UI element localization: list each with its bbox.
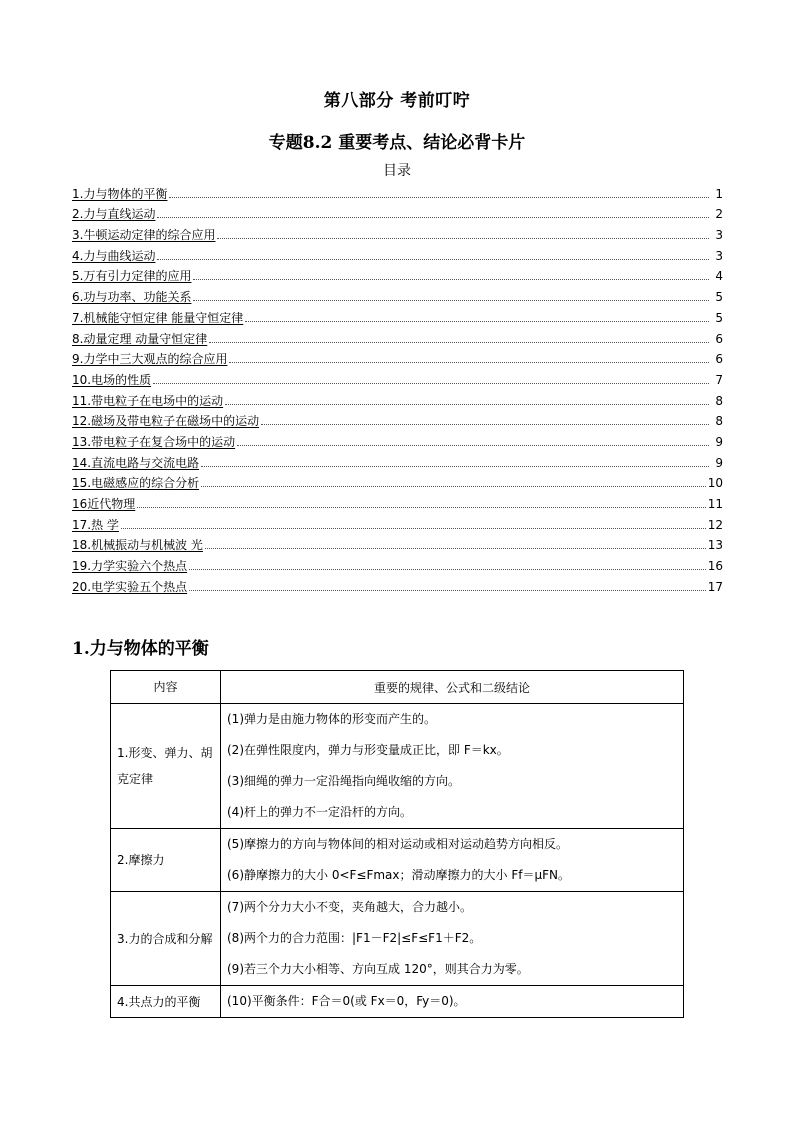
topic-title: 专题8.2 重要考点、结论必背卡片 bbox=[268, 133, 526, 153]
toc-leader-dots bbox=[169, 196, 709, 198]
toc-entry-page: 10 bbox=[707, 476, 723, 491]
toc-leader-dots bbox=[205, 547, 706, 549]
toc-entry-page: 8 bbox=[715, 393, 723, 408]
rule-item: (9)若三个力大小相等、方向互成 120°，则其合力为零。 bbox=[227, 962, 529, 976]
toc-entry[interactable] bbox=[72, 242, 723, 263]
toc-entry[interactable] bbox=[72, 490, 723, 511]
toc-entry-page: 9 bbox=[715, 434, 723, 449]
toc-leader-dots bbox=[189, 589, 706, 591]
toc-entry[interactable] bbox=[72, 573, 723, 594]
table-header-rules: 重要的规律、公式和二级结论 bbox=[221, 671, 684, 704]
toc-entry[interactable] bbox=[72, 470, 723, 491]
toc-entry-label[interactable]: 17.热 学 bbox=[72, 517, 119, 532]
toc-leader-dots bbox=[153, 382, 709, 384]
toc-entry[interactable] bbox=[72, 283, 723, 304]
toc-leader-dots bbox=[229, 361, 709, 363]
toc-entry[interactable] bbox=[72, 408, 723, 429]
toc-entry[interactable] bbox=[72, 366, 723, 387]
row-topic: 4.共点力的平衡 bbox=[111, 986, 221, 1018]
toc-entry-label[interactable]: 20.电学实验五个热点 bbox=[72, 579, 188, 594]
table-of-contents bbox=[72, 180, 723, 594]
toc-entry-page: 7 bbox=[715, 372, 723, 387]
table-header-topic: 内容 bbox=[111, 671, 221, 704]
toc-entry-page: 11 bbox=[707, 497, 723, 511]
toc-leader-dots bbox=[121, 527, 706, 529]
toc-entry-page: 17 bbox=[707, 579, 723, 594]
toc-leader-dots bbox=[237, 444, 709, 446]
table-row bbox=[111, 704, 684, 829]
row-rules bbox=[221, 892, 684, 986]
toc-entry-label[interactable]: 12.磁场及带电粒子在磁场中的运动 bbox=[72, 414, 260, 429]
rule-item: (1)弹力是由施力物体的形变而产生的。 bbox=[227, 712, 436, 726]
toc-leader-dots bbox=[225, 403, 709, 405]
toc-leader-dots bbox=[209, 341, 709, 343]
toc-entry-label[interactable]: 2.力与直线运动 bbox=[72, 207, 156, 222]
toc-entry-label[interactable]: 6.功与功率、功能关系 bbox=[72, 290, 192, 305]
toc-entry-page: 12 bbox=[707, 517, 723, 532]
toc-entry-label[interactable]: 14.直流电路与交流电路 bbox=[72, 455, 200, 470]
toc-entry[interactable] bbox=[72, 221, 723, 242]
toc-entry-page: 5 bbox=[715, 310, 723, 325]
toc-entry[interactable] bbox=[72, 428, 723, 449]
toc-entry[interactable] bbox=[72, 263, 723, 284]
toc-leader-dots bbox=[245, 320, 709, 322]
toc-entry-page: 3 bbox=[715, 228, 723, 243]
row-topic: 1.形变、弹力、胡克定律 bbox=[111, 704, 221, 829]
toc-entry-page: 2 bbox=[715, 207, 723, 222]
toc-entry-page: 6 bbox=[715, 331, 723, 346]
row-rules bbox=[221, 829, 684, 892]
toc-entry-label[interactable]: 1.力与物体的平衡 bbox=[72, 186, 168, 201]
table-row bbox=[111, 892, 684, 986]
rule-item: (2)在弹性限度内，弹力与形变量成正比，即 F＝kx。 bbox=[227, 743, 509, 757]
toc-entry[interactable] bbox=[72, 346, 723, 367]
toc-entry-page: 16 bbox=[707, 559, 723, 574]
toc-leader-dots bbox=[193, 278, 709, 280]
table-row bbox=[111, 986, 684, 1018]
toc-entry[interactable] bbox=[72, 511, 723, 532]
table-row bbox=[111, 829, 684, 892]
row-rules bbox=[221, 986, 684, 1018]
toc-entry-label[interactable]: 10.电场的性质 bbox=[72, 372, 152, 387]
toc-entry-label[interactable]: 5.万有引力定律的应用 bbox=[72, 269, 192, 284]
toc-entry[interactable] bbox=[72, 304, 723, 325]
row-topic: 3.力的合成和分解 bbox=[111, 892, 221, 986]
toc-entry-page: 3 bbox=[715, 248, 723, 263]
toc-entry-page: 13 bbox=[707, 538, 723, 553]
row-rules bbox=[221, 704, 684, 829]
toc-entry[interactable] bbox=[72, 325, 723, 346]
toc-leader-dots bbox=[137, 506, 705, 508]
toc-leader-dots bbox=[201, 465, 709, 467]
toc-entry-label[interactable]: 7.机械能守恒定律 能量守恒定律 bbox=[72, 310, 244, 325]
rule-item: (8)两个力的合力范围：|F1－F2|≤F≤F1＋F2。 bbox=[227, 931, 482, 945]
toc-entry[interactable] bbox=[72, 180, 723, 201]
rule-item: (3)细绳的弹力一定沿绳指向绳收缩的方向。 bbox=[227, 774, 460, 788]
rules-table bbox=[110, 670, 684, 1018]
toc-entry-label[interactable]: 15.电磁感应的综合分析 bbox=[72, 476, 200, 491]
toc-entry-page: 9 bbox=[715, 455, 723, 470]
toc-entry-label[interactable]: 4.力与曲线运动 bbox=[72, 248, 156, 263]
toc-leader-dots bbox=[201, 485, 706, 487]
rule-item: (6)静摩擦力的大小 0<F≤Fmax；滑动摩擦力的大小 Ff＝μFN。 bbox=[227, 868, 570, 882]
toc-entry-page: 5 bbox=[715, 290, 723, 305]
toc-entry[interactable] bbox=[72, 532, 723, 553]
toc-entry-label[interactable]: 18.机械振动与机械波 光 bbox=[72, 538, 203, 553]
section-heading: 1.力与物体的平衡 bbox=[72, 639, 209, 659]
toc-leader-dots bbox=[157, 216, 709, 218]
toc-entry-label[interactable]: 9.力学中三大观点的综合应用 bbox=[72, 352, 228, 367]
toc-leader-dots bbox=[261, 423, 709, 425]
toc-entry-label[interactable]: 11.带电粒子在电场中的运动 bbox=[72, 393, 224, 408]
table-header-row bbox=[111, 671, 684, 704]
toc-entry-label[interactable]: 13.带电粒子在复合场中的运动 bbox=[72, 434, 236, 449]
toc-entry-label[interactable]: 19.力学实验六个热点 bbox=[72, 559, 188, 574]
toc-leader-dots bbox=[217, 237, 709, 239]
toc-leader-dots bbox=[157, 258, 709, 260]
rule-item: (5)摩擦力的方向与物体间的相对运动或相对运动趋势方向相反。 bbox=[227, 837, 569, 851]
part-title: 第八部分 考前叮咛 bbox=[323, 91, 471, 111]
toc-entry-page: 4 bbox=[715, 269, 723, 284]
toc-entry[interactable] bbox=[72, 552, 723, 573]
toc-entry[interactable] bbox=[72, 201, 723, 222]
toc-entry-label[interactable]: 8.动量定理 动量守恒定律 bbox=[72, 331, 208, 346]
rule-item: (10)平衡条件：F合＝0(或 Fx＝0，Fy＝0)。 bbox=[227, 994, 466, 1008]
toc-entry-page: 1 bbox=[715, 186, 723, 201]
toc-leader-dots bbox=[193, 299, 709, 301]
toc-entry-label[interactable]: 16近代物理 bbox=[72, 497, 136, 511]
toc-leader-dots bbox=[189, 568, 706, 570]
toc-entry[interactable] bbox=[72, 387, 723, 408]
rule-item: (4)杆上的弹力不一定沿杆的方向。 bbox=[227, 805, 412, 819]
toc-entry-label[interactable]: 3.牛顿运动定律的综合应用 bbox=[72, 228, 216, 243]
toc-entry-page: 6 bbox=[715, 352, 723, 367]
toc-entry[interactable] bbox=[72, 449, 723, 470]
rule-item: (7)两个分力大小不变，夹角越大，合力越小。 bbox=[227, 900, 472, 914]
toc-entry-page: 8 bbox=[715, 414, 723, 429]
toc-heading: 目录 bbox=[383, 163, 411, 179]
row-topic: 2.摩擦力 bbox=[111, 829, 221, 892]
